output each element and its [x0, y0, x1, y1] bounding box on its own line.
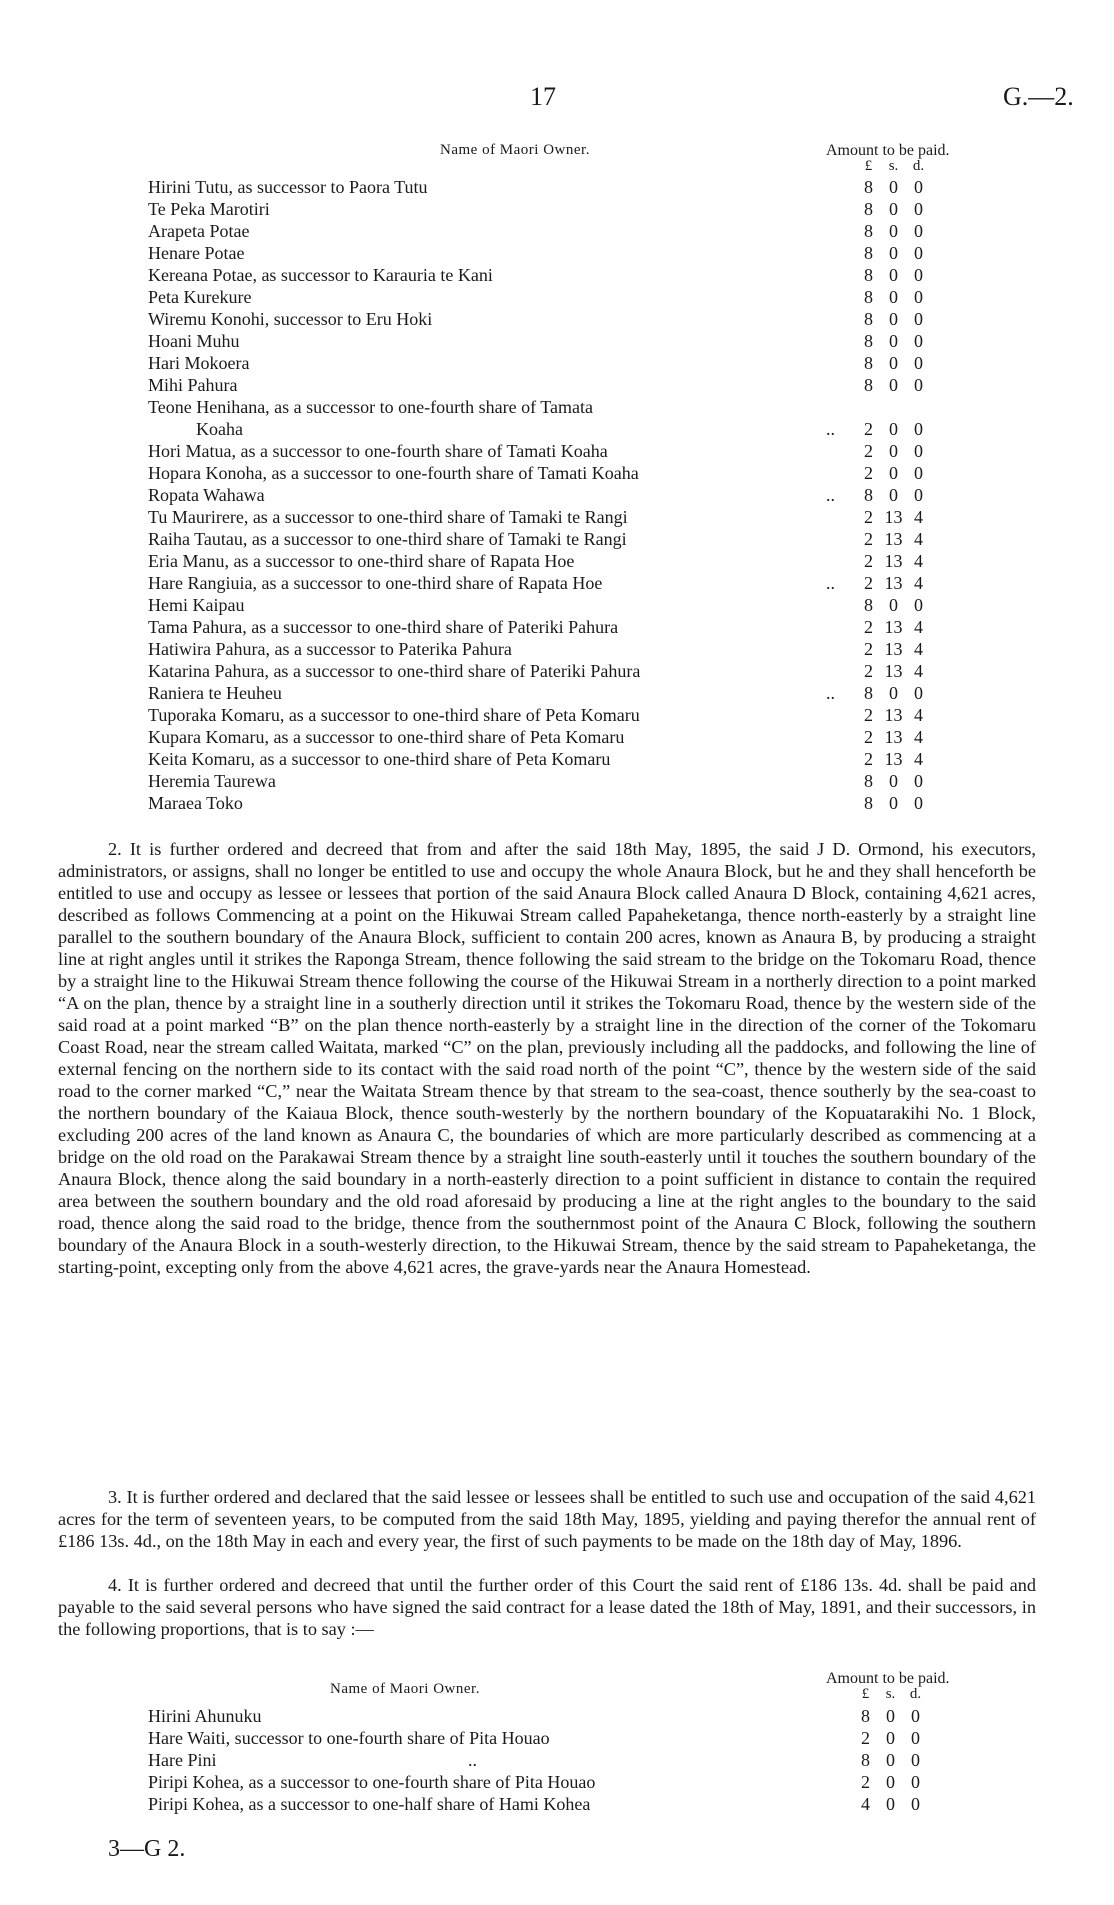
leader-dots: ..	[468, 1750, 477, 1770]
table1-name-header: Name of Maori Owner.	[440, 142, 590, 158]
pounds-unit: £	[864, 158, 873, 174]
amount-shillings: 0	[889, 243, 898, 263]
owner-table-1	[148, 176, 968, 814]
owner-name: Hare Waiti, successor to one-fourth share of Pita Houao	[148, 1728, 550, 1748]
amount-pence: 0	[914, 375, 923, 395]
amount-shillings: 0	[889, 595, 898, 615]
amount-pounds: 8	[864, 287, 873, 307]
pence-unit: d.	[909, 1686, 922, 1702]
amount-pounds: 8	[864, 221, 873, 241]
table-row	[148, 616, 968, 638]
owner-name: Wiremu Konohi, successor to Eru Hoki	[148, 309, 433, 329]
amount-cell	[853, 1749, 928, 1771]
amount-shillings: 13	[884, 529, 903, 549]
table-row	[148, 286, 968, 308]
amount-pence: 4	[914, 529, 923, 549]
table2-name-header: Name of Maori Owner.	[330, 1681, 480, 1697]
amount-pence: 0	[914, 221, 923, 241]
owner-name: Keita Komaru, as a successor to one-third share of Peta Komaru	[148, 749, 611, 769]
amount-pounds: 8	[861, 1706, 870, 1726]
amount-shillings: 13	[884, 573, 903, 593]
amount-pounds: 8	[864, 771, 873, 791]
leader-dots: ..	[826, 683, 835, 703]
owner-name: Hare Pini	[148, 1750, 217, 1770]
table-row	[148, 726, 968, 748]
amount-pence: 0	[914, 353, 923, 373]
amount-cell	[856, 330, 931, 352]
amount-cell	[856, 198, 931, 220]
amount-shillings: 0	[889, 683, 898, 703]
owner-name: Teone Henihana, as a successor to one-fourth share of Tamata	[148, 397, 593, 417]
table-row	[148, 770, 968, 792]
owner-name: Hatiwira Pahura, as a successor to Paterika Pahura	[148, 639, 512, 659]
amount-cell	[856, 242, 931, 264]
amount-cell	[856, 352, 931, 374]
amount-pence: 4	[914, 705, 923, 725]
amount-shillings: 0	[889, 353, 898, 373]
owner-name: Kupara Komaru, as a successor to one-third share of Peta Komaru	[148, 727, 625, 747]
table-row	[148, 220, 968, 242]
amount-pence: 0	[914, 771, 923, 791]
amount-pence: 0	[914, 309, 923, 329]
amount-pence: 0	[911, 1772, 920, 1792]
amount-pounds: 4	[861, 1794, 870, 1814]
leader-dots: ..	[826, 419, 835, 439]
table-row	[148, 308, 968, 330]
amount-shillings: 13	[884, 617, 903, 637]
table1-unit-header	[856, 158, 931, 175]
amount-shillings: 13	[884, 705, 903, 725]
shillings-unit: s.	[888, 158, 899, 174]
shillings-unit: s.	[885, 1686, 896, 1702]
amount-shillings: 0	[886, 1728, 895, 1748]
amount-pounds: 8	[861, 1750, 870, 1770]
table-row	[148, 550, 968, 572]
paragraph-3: 3. It is further ordered and declared that the said lessee or lessees shall be entitled to such use and occupation of the said 4,621 acres for the term of seventeen years, to be computed from the said 18th May, 1895, yielding and paying therefor the annual rent of £186 13s. 4d., on the 18th May in each and every year, the first of such payments to be made on the 18th day of May, 1896.	[58, 1487, 1036, 1551]
page-number: 17	[530, 82, 556, 111]
amount-cell	[856, 462, 931, 484]
amount-shillings: 0	[889, 419, 898, 439]
amount-cell	[853, 1793, 928, 1815]
amount-cell	[856, 176, 931, 198]
amount-cell	[856, 484, 931, 506]
amount-shillings: 0	[886, 1706, 895, 1726]
owner-name-continuation: Koaha	[196, 419, 243, 439]
amount-cell	[856, 220, 931, 242]
table-row	[148, 748, 968, 770]
amount-cell	[856, 418, 931, 440]
amount-pounds: 2	[861, 1728, 870, 1748]
owner-table-2	[148, 1705, 968, 1815]
table-row	[148, 572, 968, 594]
amount-shillings: 0	[889, 177, 898, 197]
amount-cell	[856, 506, 931, 528]
amount-cell	[853, 1771, 928, 1793]
owner-name: Kereana Potae, as successor to Karauria te Kani	[148, 265, 493, 285]
amount-shillings: 0	[889, 441, 898, 461]
amount-pounds: 2	[861, 1772, 870, 1792]
owner-name: Henare Potae	[148, 243, 245, 263]
table-row	[148, 660, 968, 682]
owner-name: Arapeta Potae	[148, 221, 250, 241]
amount-cell	[856, 528, 931, 550]
table-row	[148, 506, 968, 528]
amount-shillings: 13	[884, 749, 903, 769]
amount-pounds: 2	[864, 507, 873, 527]
amount-cell	[856, 726, 931, 748]
owner-name: Raniera te Heuheu	[148, 683, 282, 703]
amount-shillings: 13	[884, 661, 903, 681]
amount-pence: 0	[911, 1750, 920, 1770]
amount-shillings: 0	[889, 793, 898, 813]
amount-pence: 0	[914, 419, 923, 439]
amount-pence: 0	[914, 441, 923, 461]
amount-shillings: 0	[886, 1794, 895, 1814]
amount-cell	[856, 308, 931, 330]
amount-cell	[856, 682, 931, 704]
owner-name: Raiha Tautau, as a successor to one-third share of Tamaki te Rangi	[148, 529, 627, 549]
owner-name: Eria Manu, as a successor to one-third share of Rapata Hoe	[148, 551, 575, 571]
amount-pounds: 8	[864, 331, 873, 351]
leader-dots: ..	[826, 485, 835, 505]
amount-pence: 4	[914, 507, 923, 527]
amount-cell	[856, 550, 931, 572]
amount-pence: 0	[914, 463, 923, 483]
table-row	[148, 1705, 968, 1727]
table-row	[148, 374, 968, 396]
table-row	[148, 1771, 968, 1793]
amount-pounds: 8	[864, 243, 873, 263]
amount-cell	[856, 770, 931, 792]
paragraph-2: 2. It is further ordered and decreed that from and after the said 18th May, 1895, the said J D. Ormond, his executors, administrators, or assigns, shall no longer be entitled to use and occupy the whole Anaura Block, but he and they shall henceforth be entitled to use and occupy as lessee or lessees that portion of the said Anaura Block called Anaura D Block, containing 4,621 acres, described as follows Commencing at a point on the Hikuwai Stream called Papaheketanga, thence north-easterly by a straight line parallel to the southern boundary of the Anaura Block, sufficient to contain 200 acres, known as Anaura B, by producing a straight line at right angles until it strikes the Raponga Stream, thence following the said stream to the bridge on the Tokomaru Road, thence by a straight line to the Hikuwai Stream thence following the course of the Hikuwai Stream in a northerly direction to a point marked “A on the plan, thence by a straight line in a southerly direction until it strikes the Tokomaru Road, thence by the western side of the said road at a point marked “B” on the plan thence north-easterly by a straight line in the direction of the corner of the Tokomaru Coast Road, near the stream called Waitata, marked “C” on the plan, previously including all the paddocks, and following the line of external fencing on the northern side to its contact with the said road north of the point “C”, thence by the western side of the said road to the corner marked “C,” near the Waitata Stream thence by that stream to the sea-coast, thence southerly by the sea-coast to the northern boundary of the Kaiaua Block, thence south-westerly by the northern boundary of the Kopuatarakihi No. 1 Block, excluding 200 acres of the land known as Anaura C, the boundaries of which are more particularly described as commencing at a bridge on the old road on the Parakawai Stream thence by a straight line south-easterly until it touches the southern boundary of the Anaura Block, thence along the said boundary in a north-easterly direction to a point sufficient in distance to contain the required area between the southern boundary and the old road aforesaid by producing a line at the right angles to the boundary to the said road, thence along the said road to the bridge, thence from the southernmost point of the Anaura C Block, following the southern boundary of the Anaura Block in a south-westerly direction, to the Hikuwai Stream, thence by the said stream to Papaheketanga, the starting-point, excepting only from the above 4,621 acres, the grave-yards near the Anaura Homestead.	[58, 839, 1036, 1277]
amount-pounds: 8	[864, 199, 873, 219]
amount-pence: 4	[914, 551, 923, 571]
owner-name: Hare Rangiuia, as a successor to one-third share of Rapata Hoe	[148, 573, 603, 593]
amount-pounds: 8	[864, 265, 873, 285]
table-row	[148, 462, 968, 484]
amount-pence: 0	[914, 265, 923, 285]
table-row	[148, 242, 968, 264]
amount-pounds: 8	[864, 485, 873, 505]
owner-name: Hopara Konoha, as a successor to one-fourth share of Tamati Koaha	[148, 463, 639, 483]
amount-pence: 0	[911, 1706, 920, 1726]
amount-pounds: 8	[864, 793, 873, 813]
owner-name: Te Peka Marotiri	[148, 199, 270, 219]
amount-pounds: 2	[864, 551, 873, 571]
amount-shillings: 0	[889, 199, 898, 219]
owner-name: Maraea Toko	[148, 793, 243, 813]
amount-cell	[856, 286, 931, 308]
paragraph-4: 4. It is further ordered and decreed that until the further order of this Court the said rent of £186 13s. 4d. shall be paid and payable to the said several persons who have signed the said contract for a lease dated the 18th of May, 1891, and their successors, in the following proportions, that is to say :—	[58, 1575, 1036, 1639]
table-row	[148, 594, 968, 616]
amount-pence: 0	[914, 199, 923, 219]
table-row	[148, 198, 968, 220]
amount-shillings: 0	[889, 771, 898, 791]
amount-pounds: 8	[864, 309, 873, 329]
owner-name: Tu Maurirere, as a successor to one-third share of Tamaki te Rangi	[148, 507, 628, 527]
owner-name: Tama Pahura, as a successor to one-third share of Pateriki Pahura	[148, 617, 619, 637]
amount-pence: 4	[914, 661, 923, 681]
amount-shillings: 0	[889, 331, 898, 351]
amount-cell	[856, 660, 931, 682]
amount-pounds: 2	[864, 419, 873, 439]
table2-amount-header: Amount to be paid.	[826, 1670, 950, 1687]
table2-unit-header	[853, 1686, 928, 1703]
amount-cell	[856, 572, 931, 594]
amount-pounds: 8	[864, 595, 873, 615]
leader-dots: ..	[826, 573, 835, 593]
amount-pence: 0	[911, 1728, 920, 1748]
amount-pounds: 8	[864, 353, 873, 373]
amount-pounds: 2	[864, 441, 873, 461]
amount-cell	[856, 374, 931, 396]
amount-shillings: 0	[889, 485, 898, 505]
table-row	[148, 638, 968, 660]
owner-name: Piripi Kohea, as a successor to one-fourth share of Pita Houao	[148, 1772, 596, 1792]
amount-shillings: 0	[889, 463, 898, 483]
table-row	[148, 176, 968, 198]
owner-name: Hemi Kaipau	[148, 595, 245, 615]
amount-pence: 0	[914, 683, 923, 703]
owner-name: Heremia Taurewa	[148, 771, 276, 791]
amount-pence: 0	[911, 1794, 920, 1814]
owner-name: Ropata Wahawa	[148, 485, 265, 505]
amount-pence: 0	[914, 287, 923, 307]
owner-name: Hari Mokoera	[148, 353, 250, 373]
owner-name: Hirini Ahunuku	[148, 1706, 262, 1726]
amount-pence: 0	[914, 793, 923, 813]
table-row	[148, 792, 968, 814]
amount-pence: 4	[914, 749, 923, 769]
amount-cell	[856, 792, 931, 814]
amount-pence: 0	[914, 485, 923, 505]
amount-cell	[856, 616, 931, 638]
owner-name: Tuporaka Komaru, as a successor to one-third share of Peta Komaru	[148, 705, 640, 725]
amount-cell	[856, 264, 931, 286]
table-row	[148, 1793, 968, 1815]
amount-pounds: 2	[864, 463, 873, 483]
table-row	[148, 1727, 968, 1749]
amount-cell	[856, 594, 931, 616]
amount-pounds: 2	[864, 705, 873, 725]
amount-shillings: 0	[889, 287, 898, 307]
amount-cell	[853, 1705, 928, 1727]
pounds-unit: £	[861, 1686, 870, 1702]
amount-shillings: 13	[884, 551, 903, 571]
owner-name: Hori Matua, as a successor to one-fourth share of Tamati Koaha	[148, 441, 608, 461]
pence-unit: d.	[912, 158, 925, 174]
table-row	[148, 330, 968, 352]
amount-pence: 0	[914, 595, 923, 615]
amount-pounds: 2	[864, 727, 873, 747]
table1-amount-header: Amount to be paid.	[826, 142, 950, 159]
table-row	[148, 528, 968, 550]
owner-name: Katarina Pahura, as a successor to one-third share of Pateriki Pahura	[148, 661, 641, 681]
amount-shillings: 0	[889, 221, 898, 241]
table-row	[148, 440, 968, 462]
amount-shillings: 13	[884, 727, 903, 747]
amount-pounds: 8	[864, 177, 873, 197]
page-reference: G.—2.	[1003, 82, 1074, 111]
table-row	[148, 484, 968, 506]
amount-cell	[853, 1727, 928, 1749]
amount-pounds: 8	[864, 683, 873, 703]
amount-cell	[856, 638, 931, 660]
owner-name: Mihi Pahura	[148, 375, 238, 395]
amount-pounds: 2	[864, 529, 873, 549]
amount-shillings: 0	[886, 1772, 895, 1792]
amount-pence: 0	[914, 331, 923, 351]
amount-shillings: 0	[886, 1750, 895, 1770]
amount-pence: 4	[914, 727, 923, 747]
amount-pounds: 2	[864, 617, 873, 637]
amount-pence: 4	[914, 573, 923, 593]
owner-name: Piripi Kohea, as a successor to one-half share of Hami Kohea	[148, 1794, 591, 1814]
amount-pence: 4	[914, 617, 923, 637]
amount-pounds: 8	[864, 375, 873, 395]
amount-shillings: 0	[889, 309, 898, 329]
table-row	[148, 682, 968, 704]
footer-signature: 3—G 2.	[108, 1836, 186, 1862]
amount-pounds: 2	[864, 661, 873, 681]
table-row	[148, 352, 968, 374]
amount-pounds: 2	[864, 639, 873, 659]
amount-cell	[856, 748, 931, 770]
amount-shillings: 13	[884, 639, 903, 659]
amount-pence: 0	[914, 177, 923, 197]
amount-pence: 0	[914, 243, 923, 263]
amount-cell	[856, 440, 931, 462]
amount-shillings: 0	[889, 375, 898, 395]
table-row	[148, 396, 968, 440]
amount-pence: 4	[914, 639, 923, 659]
amount-pounds: 2	[864, 573, 873, 593]
amount-cell	[856, 704, 931, 726]
owner-name: Hirini Tutu, as successor to Paora Tutu	[148, 177, 428, 197]
owner-name: Hoani Muhu	[148, 331, 240, 351]
amount-shillings: 0	[889, 265, 898, 285]
amount-pounds: 2	[864, 749, 873, 769]
owner-name: Peta Kurekure	[148, 287, 252, 307]
table-row	[148, 264, 968, 286]
table-row	[148, 704, 968, 726]
amount-shillings: 13	[884, 507, 903, 527]
table-row	[148, 1749, 968, 1771]
